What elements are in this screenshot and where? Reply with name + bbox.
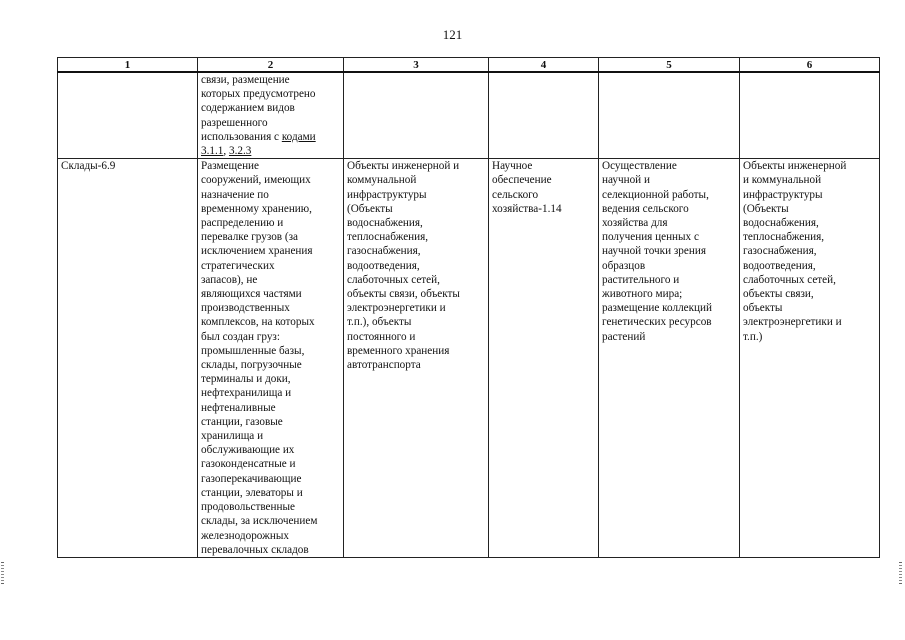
table-row-continuation: [58, 72, 880, 159]
conditional-auxiliary-uses: Объекты инженерной и коммунальной инфраструктуры (Объекты водоснабжения, теплоснабжения, газоснабжения, водоотведения, слаботочных сетей, объекты связи, объекты электроэнергетики и т.п.): [743, 160, 847, 343]
continuation-cell-5: [599, 72, 740, 159]
left-edge-mark: [1, 562, 4, 584]
auxiliary-uses: Объекты инженерной и коммунальной инфраструктуры (Объекты водоснабжения, теплоснабжения, газоснабжения, водоотведения, слаботочных сетей, объекты связи, объекты электроэнергетики и т.п.), объекты постоянного и временного хранения автотранспорта: [347, 160, 460, 372]
continuation-text: связи, размещение которых предусмотрено содержанием видов разрешенного использования с: [201, 74, 316, 143]
continuation-cell-6: [740, 72, 880, 159]
use-name: Склады-6.9: [61, 160, 116, 173]
conditional-use-description-cell: [599, 159, 740, 558]
continuation-cell-2: [198, 72, 344, 159]
column-header-5: 5: [599, 58, 740, 73]
auxiliary-uses-cell: [344, 159, 489, 558]
continuation-cell-4: [489, 72, 599, 159]
code-link-3-1-1[interactable]: кодами 3.1.1: [201, 130, 316, 158]
use-description: Размещение сооружений, имеющих назначение по временному хранению, распределению и перевалке грузов (за исключением хранения стратегических запасов), не являющихся частями производственных комплексов, на которых был создан груз: промышленные базы, склады, погрузочные терминалы и доки, нефтехранилища и нефтеналивные станции, газовые хранилища и обслуживающие их газоконденсатные и газоперекачивающие станции, элеваторы и продовольственные склады, за исключением железнодорожных перевалочных складов: [201, 160, 318, 556]
permitted-use-table: [57, 57, 880, 558]
column-header-1: 1: [58, 58, 198, 73]
conditional-use-name-cell: [489, 159, 599, 558]
code-link-3-2-3[interactable]: 3.2.3: [228, 145, 252, 158]
use-description-cell: [198, 159, 344, 558]
continuation-cell-1: [58, 72, 198, 159]
column-header-2: 2: [198, 58, 344, 73]
table-header-row: [58, 58, 880, 73]
conditional-use-description: Осуществление научной и селекционной работы, ведения сельского хозяйства для получения ценных с научной точки зрения образцов растительного и животного мира; размещение коллекций генетических ресурсов растений: [602, 160, 713, 343]
column-header-3: 3: [344, 58, 489, 73]
conditional-use-name: Научное обеспечение сельского хозяйства-1.14: [492, 160, 562, 215]
conditional-auxiliary-uses-cell: [740, 159, 880, 558]
column-header-6: 6: [740, 58, 880, 73]
table-row-warehouses: [58, 159, 880, 558]
code-separator: ,: [223, 145, 229, 158]
column-header-4: 4: [489, 58, 599, 73]
continuation-cell-3: [344, 72, 489, 159]
use-name-cell: [58, 159, 198, 558]
page-number: 121: [442, 27, 463, 42]
right-edge-mark: [899, 562, 902, 584]
